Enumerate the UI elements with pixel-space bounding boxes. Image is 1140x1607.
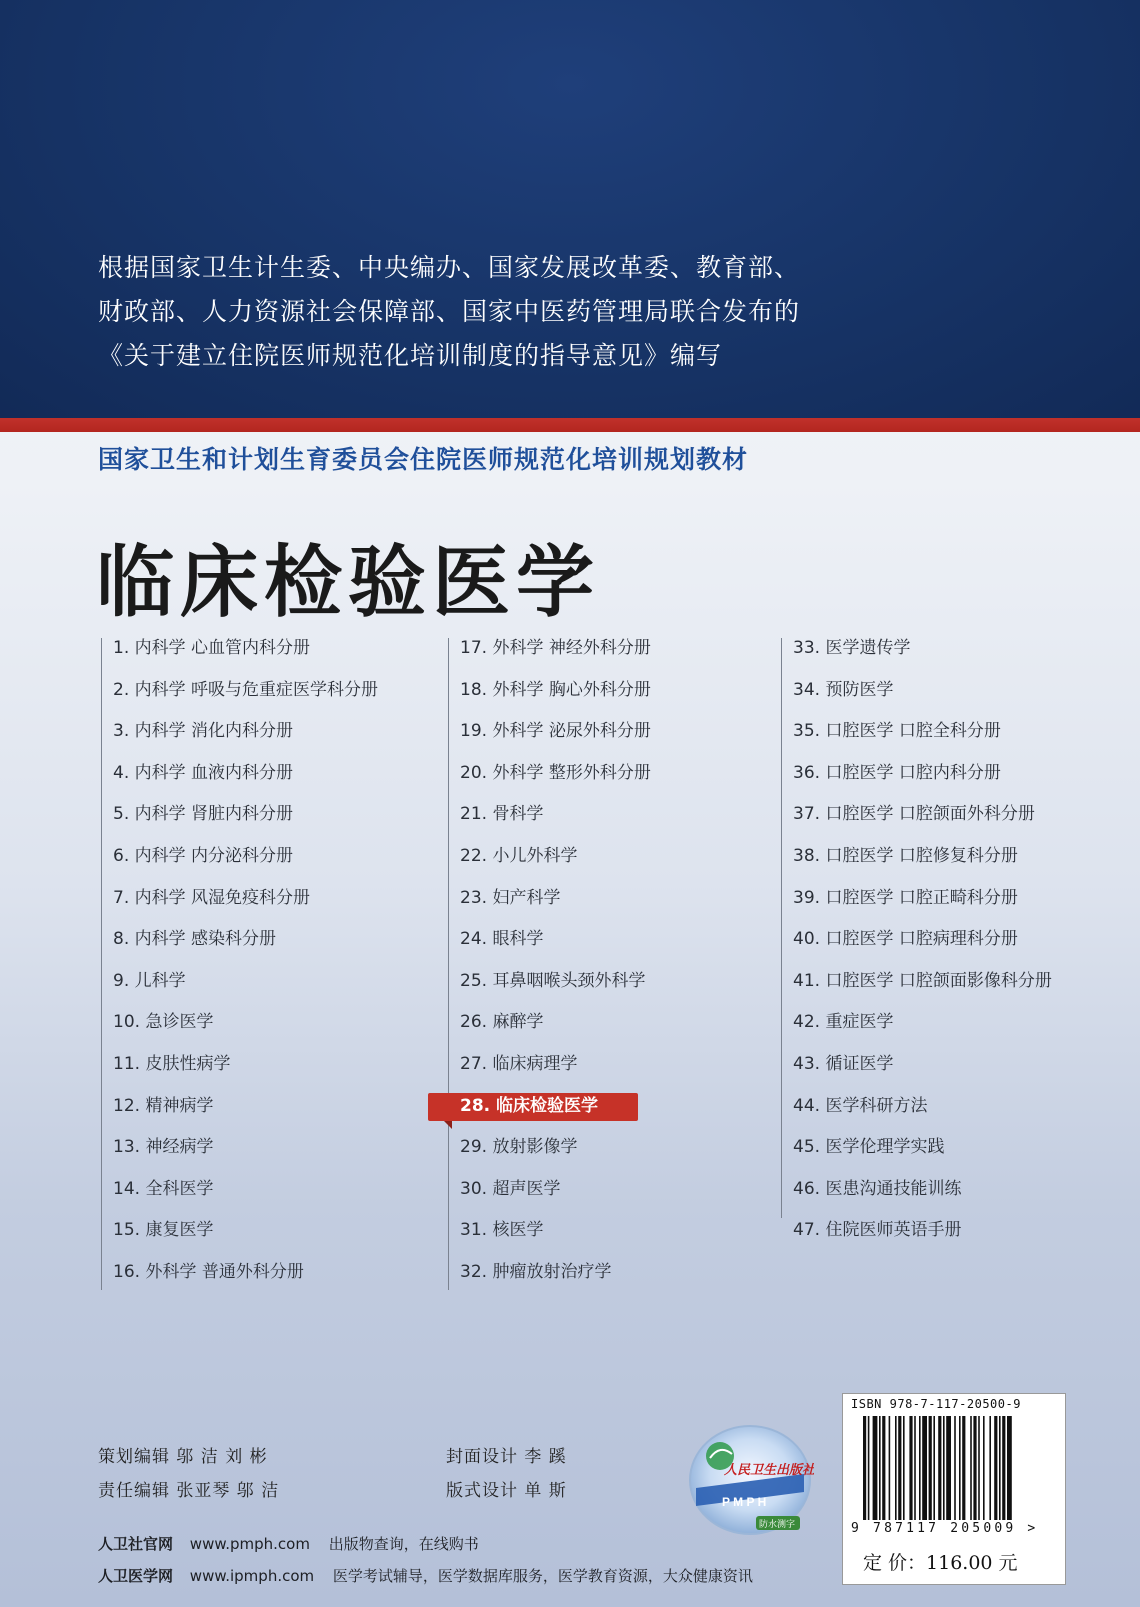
barcode-bar [863,1416,866,1520]
barcode-bar [1002,1416,1005,1520]
list-item: 38. 口腔医学 口腔修复科分册 [793,845,1018,866]
list-item: 39. 口腔医学 口腔正畸科分册 [793,887,1018,908]
website-name: 人卫医学网 [98,1567,174,1585]
barcode-bar [983,1416,985,1520]
price-label: 定 价：116.00 元 [842,1542,1066,1585]
website-name: 人卫社官网 [98,1535,174,1553]
list-item: 1. 内科学 心血管内科分册 [113,638,311,658]
list-item: 33. 医学遗传学 [793,638,911,658]
list-item: 2. 内科学 呼吸与危重症医学科分册 [113,679,379,700]
list-item: 21. 骨科学 [460,804,544,825]
barcode-bar [970,1416,972,1520]
list-item: 26. 麻醉学 [460,1012,544,1033]
list-item: 30. 超声医学 [460,1178,561,1199]
layout-design: 版式设计 单 斯 [446,1481,567,1501]
list-item: 47. 住院医师英语手册 [793,1220,962,1241]
list-item: 8. 内科学 感染科分册 [113,929,277,950]
website-row [98,1560,753,1592]
intro-line: 根据国家卫生计生委、中央编办、国家发展改革委、教育部、 [98,253,801,282]
barcode-bar [978,1416,980,1520]
cover-design: 封面设计 李 蹊 [446,1447,567,1467]
list-item: 13. 神经病学 [113,1137,214,1158]
barcode-bar [959,1416,961,1520]
list-item: 7. 内科学 风湿免疫科分册 [113,887,311,908]
list-item: 12. 精神病学 [113,1095,214,1116]
list-item: 31. 核医学 [460,1220,544,1241]
barcode-bar [954,1416,956,1520]
intro-line: 财政部、人力资源社会保障部、国家中医药管理局联合发布的 [98,297,801,326]
barcode-bar [962,1416,965,1520]
publisher-logo-icon [686,1422,814,1540]
barcode-bar [922,1416,927,1520]
list-item: 6. 内科学 内分泌科分册 [113,845,294,866]
list-item: 45. 医学伦理学实践 [793,1137,945,1158]
barcode-bar [973,1416,976,1520]
list-item: 10. 急诊医学 [113,1012,214,1033]
list-item: 37. 口腔医学 口腔颌面外科分册 [793,804,1035,825]
list-item: 36. 口腔医学 口腔内科分册 [793,762,1001,783]
logo-badge: 防水测字 [759,1520,796,1530]
website-url[interactable]: www.ipmph.com [189,1567,315,1585]
barcode-bar [898,1416,901,1520]
highlighted-list-item [460,1090,780,1132]
list-item: 24. 眼科学 [460,929,544,950]
list-item: 43. 循证医学 [793,1053,894,1074]
barcode-bar [903,1416,905,1520]
logo-text-en: P M P H [722,1495,767,1509]
barcode-bar [909,1416,912,1520]
barcode-bar [889,1416,891,1520]
planning-editor: 策划编辑 邬 洁 刘 彬 [98,1447,268,1467]
list-item: 4. 内科学 血液内科分册 [113,762,294,783]
book-list-column-2 [460,632,780,1282]
list-item: 34. 预防医学 [793,679,894,700]
list-item: 40. 口腔医学 口腔病理科分册 [793,929,1018,950]
intro-line: 《关于建立住院医师规范化培训制度的指导意见》编写 [98,341,723,370]
list-item: 3. 内科学 消化内科分册 [113,721,294,742]
barcode-digits: 9 787117 205009 > [851,1521,1039,1536]
list-item: 23. 妇产科学 [460,887,561,908]
barcode-bar [895,1416,897,1520]
barcode-bar [938,1416,941,1520]
barcode-bar [873,1416,878,1520]
responsible-editor: 责任编辑 张亚琴 邬 洁 [98,1481,280,1501]
book-title: 临床检验医学 [96,537,601,628]
publisher-logo-graphic [686,1422,814,1540]
barcode-bars [863,1416,1053,1520]
list-item: 14. 全科医学 [113,1178,214,1199]
list-item: 18. 外科学 胸心外科分册 [460,679,651,700]
list-item: 32. 肿瘤放射治疗学 [460,1261,612,1282]
list-item: 42. 重症医学 [793,1012,894,1033]
list-item: 44. 医学科研方法 [793,1095,928,1116]
barcode-bar [929,1416,932,1520]
series-title: 国家卫生和计划生育委员会住院医师规范化培训规划教材 [98,445,749,474]
isbn-barcode [842,1393,1066,1543]
red-divider-stripe [0,418,1140,432]
list-item: 19. 外科学 泌尿外科分册 [460,721,651,742]
barcode-bar [914,1416,916,1520]
isbn-label: ISBN 978-7-117-20500-9 [851,1397,1021,1411]
barcode-bar [994,1416,997,1520]
list-item: 16. 外科学 普通外科分册 [113,1261,304,1282]
list-item: 46. 医患沟通技能训练 [793,1178,962,1199]
intro-text [98,246,1058,378]
list-item: 9. 儿科学 [113,970,186,991]
barcode-bar [868,1416,870,1520]
list-item: 27. 临床病理学 [460,1053,578,1074]
book-list-column-3 [793,632,1113,1282]
barcode-bar [933,1416,935,1520]
list-item: 41. 口腔医学 口腔颌面影像科分册 [793,970,1052,991]
website-row [98,1528,753,1560]
website-desc: 出版物查询，在线购书 [328,1535,479,1553]
logo-text-cn: 人民卫生出版社 [724,1463,814,1478]
list-item: 5. 内科学 肾脏内科分册 [113,804,294,825]
list-item: 22. 小儿外科学 [460,845,578,866]
list-item: 17. 外科学 神经外科分册 [460,638,651,658]
list-item: 11. 皮肤性病学 [113,1053,231,1074]
website-desc: 医学考试辅导，医学数据库服务，医学教育资源，大众健康资讯 [332,1567,753,1585]
barcode-bar [989,1416,991,1520]
barcode-bar [882,1416,885,1520]
list-item: 15. 康复医学 [113,1220,214,1241]
list-item: 29. 放射影像学 [460,1137,578,1158]
barcode-bar [1007,1416,1012,1520]
barcode-bar [919,1416,921,1520]
list-item: 20. 外科学 整形外科分册 [460,762,651,783]
highlighted-item-label: 28. 临床检验医学 [460,1095,599,1116]
barcode-bar [999,1416,1001,1520]
book-list-column-1 [113,632,433,1282]
list-item: 35. 口腔医学 口腔全科分册 [793,721,1001,742]
website-url[interactable]: www.pmph.com [189,1535,310,1553]
barcode-bar [879,1416,881,1520]
barcode-bar [946,1416,951,1520]
website-info [98,1528,753,1592]
list-item: 25. 耳鼻咽喉头颈外科学 [460,970,646,991]
barcode-bar [943,1416,945,1520]
